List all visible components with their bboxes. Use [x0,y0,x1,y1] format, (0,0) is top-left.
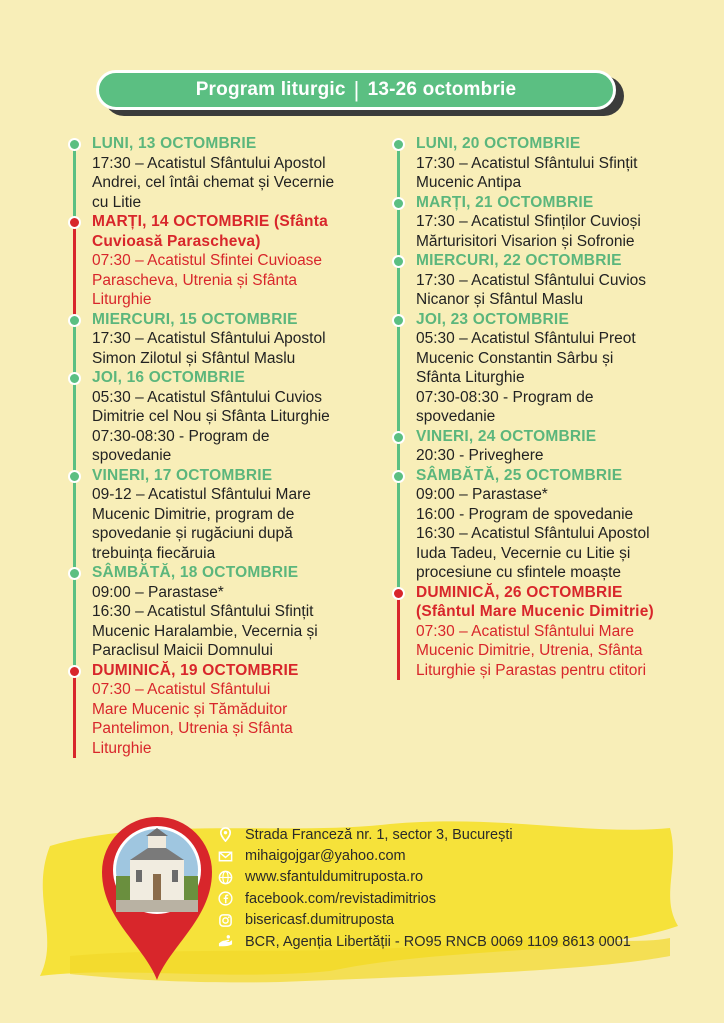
day-heading: JOI, 16 OCTOMBRIE [92,369,245,386]
timeline-line [397,593,400,681]
timeline-dot [68,138,81,151]
mail-icon [218,849,233,864]
day-heading: LUNI, 13 OCTOMBRIE [92,135,257,152]
day-events: 17:30 – Acatistul Sfântului Apostol Simon Zilotul și Sfântul Maslu [92,330,326,367]
timeline-line [73,144,76,222]
timeline-line [73,573,76,671]
church-location-pin [100,814,214,982]
contact-list [218,824,631,952]
day-events: 17:30 – Acatistul Sfinților Cuvioși Mărturisitori Visarion și Sofronie [416,213,641,250]
day-sambata-25 [398,466,703,583]
day-miercuri-22 [398,251,703,310]
day-heading: JOI, 23 OCTOMBRIE [416,310,569,328]
day-heading: DUMINICĂ, 19 OCTOMBRIE [92,661,299,679]
timeline-dot [392,431,405,444]
day-events: 09:00 – Parastase* 16:30 – Acatistul Sfântului Sfințit Mucenic Haralambie, Vecernia și Paraclisul Maicii Domnului [92,583,318,659]
day-joi-23 [398,310,703,427]
timeline-dot [68,665,81,678]
day-events: 09:00 – Parastase* 16:00 - Program de spovedanie 16:30 – Acatistul Sfântului Apostol Iuda Tadeu, Vecernie cu Litie și procesiune cu sfintele moaște [416,486,650,581]
day-heading: MIERCURI, 15 OCTOMBRIE [92,310,298,328]
timeline-dot [392,587,405,600]
day-heading: MARȚI, 14 OCTOMBRIE (Sfânta Cuvioasă Parascheva) [92,213,328,250]
facebook-icon [218,891,233,906]
schedule-left-column [74,134,379,758]
contact-text: BCR, Agenția Libertății - RO95 RNCB 0069 1109 8613 0001 [245,933,631,950]
contact-text[interactable]: www.sfantuldumitruposta.ro [245,869,424,886]
timeline-dot [68,314,81,327]
timeline-dot [392,470,405,483]
day-events: 09-12 – Acatistul Sfântului Mare Mucenic Dimitrie, program de spovedanie și rugăciuni după trebuința fiecăruia [92,486,311,562]
timeline-dot [68,216,81,229]
title-banner [96,70,616,110]
globe-icon [218,870,233,885]
day-heading: MARȚI, 21 OCTOMBRIE [416,193,594,211]
schedule-right-column [398,134,703,680]
day-events: 17:30 – Acatistul Sfântului Sfințit Mucenic Antipa [416,154,638,191]
day-events: 17:30 – Acatistul Sfântului Cuvios Nicanor și Sfântul Maslu [416,271,647,308]
contact-text: Strada Franceză nr. 1, sector 3, București [245,826,513,843]
day-events: 07:30 – Acatistul Sfântului Mare Mucenic și Tămăduitor Pantelimon, Utrenia și Sfânta Liturghie [92,681,293,757]
timeline-dot [68,567,81,580]
day-heading: VINERI, 17 OCTOMBRIE [92,466,273,484]
contact-facebook [218,888,631,909]
day-heading: VINERI, 24 OCTOMBRIE [416,427,597,445]
timeline-line [73,671,76,759]
day-heading: SÂMBĂTĂ, 18 OCTOMBRIE [92,564,299,581]
contact-text[interactable]: facebook.com/revistadimitrios [245,890,436,907]
day-events: 07:30 – Acatistul Sfântului Mare Mucenic Dimitrie, Utrenia, Sfânta Liturghie și Parastas pentru ctitori [416,622,647,679]
day-heading: SÂMBĂTĂ, 25 OCTOMBRIE [416,466,623,484]
day-heading: DUMINICĂ, 26 OCTOMBRIE (Sfântul Mare Mucenic Dimitrie) [416,583,654,620]
day-heading: MIERCURI, 22 OCTOMBRIE [416,252,622,269]
day-marti-14 [74,212,379,310]
day-duminica-19 [74,661,379,759]
instagram-icon [218,913,233,928]
title-text: Program liturgic [195,79,346,100]
timeline-line [397,476,400,593]
day-events: 07:30 – Acatistul Sfintei Cuvioase Parascheva, Utrenia și Sfânta Liturghie [92,252,323,308]
contact-text[interactable]: bisericasf.dumitruposta [245,912,395,929]
timeline-dot [68,470,81,483]
timeline-dot [392,255,405,268]
day-events: 05:30 – Acatistul Sfântului Preot Mucenic Constantin Sârbu și Sfânta Liturghie 07:30-08:30 - Program de spovedanie [416,330,636,425]
day-events: 20:30 - Priveghere [416,447,544,464]
contact-bank [218,931,631,952]
day-heading: LUNI, 20 OCTOMBRIE [416,135,581,152]
timeline-line [397,320,400,437]
contact-address [218,824,631,845]
day-miercuri-15 [74,310,379,369]
day-vineri-17 [74,466,379,564]
contact-text[interactable]: mihaigojgar@yahoo.com [245,848,406,865]
day-sambata-18 [74,563,379,661]
contact-website [218,867,631,888]
contact-email [218,845,631,866]
timeline-dot [392,138,405,151]
timeline-line [73,476,76,574]
day-events: 17:30 – Acatistul Sfântului Apostol Andrei, cel întâi chemat și Vecernie cu Litie [92,154,335,211]
contact-instagram [218,910,631,931]
timeline-dot [68,372,81,385]
location-icon [218,827,233,842]
day-luni-13 [74,134,379,212]
timeline-dot [392,314,405,327]
day-joi-16 [74,368,379,466]
title-dates: 13-26 octombrie [367,79,517,100]
day-vineri-24 [398,427,703,466]
day-marti-21 [398,193,703,252]
day-events: 05:30 – Acatistul Sfântului Cuvios Dimitrie cel Nou și Sfânta Liturghie 07:30-08:30 - Program de spovedanie [92,388,330,464]
timeline-line [73,378,76,476]
day-luni-20 [398,134,703,193]
title-separator: | [353,77,360,102]
day-duminica-26 [398,583,703,681]
bank-icon [218,934,233,949]
timeline-dot [392,197,405,210]
timeline-line [73,222,76,320]
